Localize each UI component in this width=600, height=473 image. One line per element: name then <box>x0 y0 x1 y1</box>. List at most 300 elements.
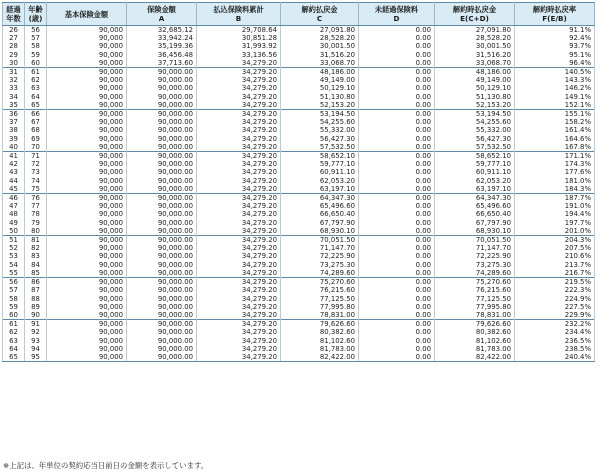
cell-elapsed-years: 56 <box>3 278 25 287</box>
cell-insured-amount-a: 90,000.00 <box>127 210 197 218</box>
table-row <box>3 244 595 252</box>
cell-insured-amount-a: 36,456.48 <box>127 51 197 59</box>
cell-basic-insured-amount: 90,000 <box>47 295 127 303</box>
header-surrender-refund-c-line: 解約払戻金 <box>301 5 338 14</box>
cell-age: 95 <box>25 353 47 362</box>
cell-age: 74 <box>25 177 47 185</box>
table-row <box>3 286 595 294</box>
cell-age: 85 <box>25 269 47 278</box>
cell-basic-insured-amount: 90,000 <box>47 118 127 126</box>
table-row <box>3 303 595 311</box>
cell-refund-at-cancellation-e: 28,528.20 <box>435 34 515 42</box>
table-row <box>3 135 595 143</box>
cell-basic-insured-amount: 90,000 <box>47 227 127 236</box>
cell-unexpired-premium-d: 0.00 <box>359 194 435 203</box>
cell-insured-amount-a: 90,000.00 <box>127 84 197 92</box>
cell-refund-at-cancellation-e: 58,652.10 <box>435 152 515 161</box>
cell-surrender-refund-c: 70,051.50 <box>281 236 359 245</box>
cell-insured-amount-a: 90,000.00 <box>127 328 197 336</box>
cell-age: 65 <box>25 101 47 110</box>
cell-refund-rate-f: 93.7% <box>515 42 595 50</box>
cell-basic-insured-amount: 90,000 <box>47 59 127 68</box>
header-unexpired-premium-d <box>359 3 435 26</box>
cell-age: 64 <box>25 93 47 101</box>
cell-insured-amount-a: 90,000.00 <box>127 194 197 203</box>
cell-insured-amount-a: 90,000.00 <box>127 68 197 77</box>
table-row <box>3 227 595 236</box>
cell-surrender-refund-c: 28,528.20 <box>281 34 359 42</box>
cell-unexpired-premium-d: 0.00 <box>359 210 435 218</box>
table-row <box>3 328 595 336</box>
cell-refund-at-cancellation-e: 52,153.20 <box>435 101 515 110</box>
footnote: ※上記は、年単位の契約応当日前日の金額を表示しています。 <box>3 461 209 470</box>
cell-unexpired-premium-d: 0.00 <box>359 152 435 161</box>
cell-refund-rate-f: 222.3% <box>515 286 595 294</box>
cell-premiums-paid-total-b: 34,279.20 <box>197 252 281 260</box>
table-row <box>3 168 595 176</box>
header-refund-rate-f-line: 解約時払戻率 <box>532 5 577 14</box>
cell-surrender-refund-c: 33,068.70 <box>281 59 359 68</box>
cell-premiums-paid-total-b: 34,279.20 <box>197 295 281 303</box>
cell-elapsed-years: 59 <box>3 303 25 311</box>
cell-refund-rate-f: 152.1% <box>515 101 595 110</box>
cell-refund-at-cancellation-e: 76,215.60 <box>435 286 515 294</box>
cell-refund-rate-f: 207.5% <box>515 244 595 252</box>
cell-basic-insured-amount: 90,000 <box>47 185 127 194</box>
cell-elapsed-years: 49 <box>3 219 25 227</box>
cell-surrender-refund-c: 63,197.10 <box>281 185 359 194</box>
cell-basic-insured-amount: 90,000 <box>47 42 127 50</box>
cell-age: 90 <box>25 311 47 320</box>
cell-refund-rate-f: 174.3% <box>515 160 595 168</box>
cell-elapsed-years: 64 <box>3 345 25 353</box>
cell-age: 71 <box>25 152 47 161</box>
cell-insured-amount-a: 90,000.00 <box>127 143 197 152</box>
header-refund-rate-f-line: F(E/B) <box>542 14 567 23</box>
cell-basic-insured-amount: 90,000 <box>47 269 127 278</box>
cell-refund-at-cancellation-e: 51,130.80 <box>435 93 515 101</box>
cell-refund-at-cancellation-e: 75,270.60 <box>435 278 515 287</box>
cell-elapsed-years: 37 <box>3 118 25 126</box>
cell-surrender-refund-c: 74,289.60 <box>281 269 359 278</box>
table-row <box>3 337 595 345</box>
cell-insured-amount-a: 90,000.00 <box>127 135 197 143</box>
cell-insured-amount-a: 90,000.00 <box>127 93 197 101</box>
cell-insured-amount-a: 90,000.00 <box>127 295 197 303</box>
cell-refund-at-cancellation-e: 33,068.70 <box>435 59 515 68</box>
cell-elapsed-years: 45 <box>3 185 25 194</box>
cell-basic-insured-amount: 90,000 <box>47 101 127 110</box>
cell-premiums-paid-total-b: 31,993.92 <box>197 42 281 50</box>
cell-insured-amount-a: 37,713.60 <box>127 59 197 68</box>
cell-basic-insured-amount: 90,000 <box>47 320 127 329</box>
cell-unexpired-premium-d: 0.00 <box>359 59 435 68</box>
header-insured-amount-a <box>127 3 197 26</box>
cell-refund-at-cancellation-e: 31,516.20 <box>435 51 515 59</box>
cell-unexpired-premium-d: 0.00 <box>359 278 435 287</box>
cell-surrender-refund-c: 73,275.30 <box>281 261 359 269</box>
cell-basic-insured-amount: 90,000 <box>47 252 127 260</box>
cell-unexpired-premium-d: 0.00 <box>359 143 435 152</box>
cell-age: 81 <box>25 236 47 245</box>
cell-elapsed-years: 65 <box>3 353 25 362</box>
cell-refund-rate-f: 92.4% <box>515 34 595 42</box>
cell-surrender-refund-c: 77,125.50 <box>281 295 359 303</box>
cell-basic-insured-amount: 90,000 <box>47 110 127 119</box>
cell-premiums-paid-total-b: 34,279.20 <box>197 353 281 362</box>
cell-insured-amount-a: 90,000.00 <box>127 152 197 161</box>
cell-elapsed-years: 26 <box>3 26 25 35</box>
cell-insured-amount-a: 90,000.00 <box>127 286 197 294</box>
cell-premiums-paid-total-b: 34,279.20 <box>197 152 281 161</box>
cell-refund-at-cancellation-e: 65,496.60 <box>435 202 515 210</box>
cell-refund-rate-f: 155.1% <box>515 110 595 119</box>
cell-refund-rate-f: 204.3% <box>515 236 595 245</box>
cell-basic-insured-amount: 90,000 <box>47 236 127 245</box>
cell-age: 60 <box>25 59 47 68</box>
cell-elapsed-years: 63 <box>3 337 25 345</box>
cell-refund-rate-f: 171.1% <box>515 152 595 161</box>
cell-basic-insured-amount: 90,000 <box>47 51 127 59</box>
cell-basic-insured-amount: 90,000 <box>47 244 127 252</box>
cell-refund-rate-f: 167.8% <box>515 143 595 152</box>
cell-refund-rate-f: 197.7% <box>515 219 595 227</box>
cell-surrender-refund-c: 80,382.60 <box>281 328 359 336</box>
table-row <box>3 93 595 101</box>
cell-elapsed-years: 29 <box>3 51 25 59</box>
cell-age: 86 <box>25 278 47 287</box>
cell-refund-rate-f: 164.6% <box>515 135 595 143</box>
table-row <box>3 236 595 245</box>
cell-surrender-refund-c: 75,270.60 <box>281 278 359 287</box>
cell-basic-insured-amount: 90,000 <box>47 328 127 336</box>
cell-surrender-refund-c: 31,516.20 <box>281 51 359 59</box>
table-row <box>3 84 595 92</box>
cell-unexpired-premium-d: 0.00 <box>359 286 435 294</box>
cell-premiums-paid-total-b: 34,279.20 <box>197 286 281 294</box>
cell-unexpired-premium-d: 0.00 <box>359 219 435 227</box>
cell-elapsed-years: 40 <box>3 143 25 152</box>
cell-unexpired-premium-d: 0.00 <box>359 345 435 353</box>
cell-elapsed-years: 44 <box>3 177 25 185</box>
cell-age: 79 <box>25 219 47 227</box>
header-age-line: 年齢 <box>28 5 43 14</box>
cell-basic-insured-amount: 90,000 <box>47 26 127 35</box>
cell-refund-at-cancellation-e: 71,147.70 <box>435 244 515 252</box>
cell-elapsed-years: 46 <box>3 194 25 203</box>
cell-refund-rate-f: 224.9% <box>515 295 595 303</box>
header-refund-at-cancellation-e-line: E(C+D) <box>460 14 489 23</box>
table-row <box>3 59 595 68</box>
cell-insured-amount-a: 90,000.00 <box>127 126 197 134</box>
cell-basic-insured-amount: 90,000 <box>47 34 127 42</box>
cell-refund-rate-f: 191.0% <box>515 202 595 210</box>
cell-unexpired-premium-d: 0.00 <box>359 202 435 210</box>
table-row <box>3 68 595 77</box>
table-row <box>3 278 595 287</box>
cell-refund-rate-f: 177.6% <box>515 168 595 176</box>
cell-age: 57 <box>25 34 47 42</box>
cell-elapsed-years: 34 <box>3 93 25 101</box>
cell-basic-insured-amount: 90,000 <box>47 68 127 77</box>
cell-premiums-paid-total-b: 34,279.20 <box>197 177 281 185</box>
cell-surrender-refund-c: 76,215.60 <box>281 286 359 294</box>
table-row <box>3 143 595 152</box>
cell-refund-rate-f: 140.5% <box>515 68 595 77</box>
table-row <box>3 219 595 227</box>
cell-age: 83 <box>25 252 47 260</box>
cell-refund-rate-f: 229.9% <box>515 311 595 320</box>
cell-premiums-paid-total-b: 34,279.20 <box>197 84 281 92</box>
cell-elapsed-years: 58 <box>3 295 25 303</box>
header-age-line: (歳) <box>28 14 43 23</box>
cell-elapsed-years: 28 <box>3 42 25 50</box>
cell-unexpired-premium-d: 0.00 <box>359 42 435 50</box>
cell-elapsed-years: 32 <box>3 76 25 84</box>
cell-refund-rate-f: 216.7% <box>515 269 595 278</box>
cell-unexpired-premium-d: 0.00 <box>359 337 435 345</box>
cell-refund-at-cancellation-e: 49,149.00 <box>435 76 515 84</box>
cell-basic-insured-amount: 90,000 <box>47 278 127 287</box>
cell-refund-at-cancellation-e: 27,091.80 <box>435 26 515 35</box>
cell-unexpired-premium-d: 0.00 <box>359 160 435 168</box>
cell-insured-amount-a: 90,000.00 <box>127 261 197 269</box>
cell-surrender-refund-c: 49,149.00 <box>281 76 359 84</box>
header-elapsed-years-line: 経過 <box>6 5 21 14</box>
cell-elapsed-years: 50 <box>3 227 25 236</box>
cell-refund-at-cancellation-e: 56,427.30 <box>435 135 515 143</box>
cell-elapsed-years: 54 <box>3 261 25 269</box>
cell-age: 63 <box>25 84 47 92</box>
cell-age: 72 <box>25 160 47 168</box>
cell-unexpired-premium-d: 0.00 <box>359 244 435 252</box>
cell-elapsed-years: 41 <box>3 152 25 161</box>
table-row <box>3 177 595 185</box>
cell-surrender-refund-c: 81,783.00 <box>281 345 359 353</box>
cell-refund-at-cancellation-e: 53,194.50 <box>435 110 515 119</box>
cell-surrender-refund-c: 60,911.10 <box>281 168 359 176</box>
cell-insured-amount-a: 90,000.00 <box>127 269 197 278</box>
cell-basic-insured-amount: 90,000 <box>47 76 127 84</box>
cell-insured-amount-a: 90,000.00 <box>127 177 197 185</box>
cell-surrender-refund-c: 68,930.10 <box>281 227 359 236</box>
table-row <box>3 194 595 203</box>
table-row <box>3 42 595 50</box>
cell-refund-at-cancellation-e: 77,995.80 <box>435 303 515 311</box>
cell-insured-amount-a: 35,199.36 <box>127 42 197 50</box>
cell-premiums-paid-total-b: 34,279.20 <box>197 118 281 126</box>
cell-insured-amount-a: 90,000.00 <box>127 320 197 329</box>
header-insured-amount-a-line: A <box>158 14 165 23</box>
cell-surrender-refund-c: 54,255.60 <box>281 118 359 126</box>
cell-age: 89 <box>25 303 47 311</box>
cell-surrender-refund-c: 55,332.00 <box>281 126 359 134</box>
cell-elapsed-years: 38 <box>3 126 25 134</box>
cell-surrender-refund-c: 30,001.50 <box>281 42 359 50</box>
cell-surrender-refund-c: 57,532.50 <box>281 143 359 152</box>
cell-insured-amount-a: 90,000.00 <box>127 168 197 176</box>
cell-refund-rate-f: 95.1% <box>515 51 595 59</box>
cell-premiums-paid-total-b: 34,279.20 <box>197 303 281 311</box>
cell-refund-rate-f: 143.3% <box>515 76 595 84</box>
cell-refund-rate-f: 213.7% <box>515 261 595 269</box>
cell-premiums-paid-total-b: 33,136.56 <box>197 51 281 59</box>
cell-insured-amount-a: 90,000.00 <box>127 160 197 168</box>
cell-age: 84 <box>25 261 47 269</box>
table-row <box>3 261 595 269</box>
table-row <box>3 51 595 59</box>
cell-basic-insured-amount: 90,000 <box>47 210 127 218</box>
cell-insured-amount-a: 90,000.00 <box>127 252 197 260</box>
cell-unexpired-premium-d: 0.00 <box>359 295 435 303</box>
cell-elapsed-years: 52 <box>3 244 25 252</box>
cell-elapsed-years: 33 <box>3 84 25 92</box>
cell-refund-rate-f: 91.1% <box>515 26 595 35</box>
table-row <box>3 202 595 210</box>
cell-unexpired-premium-d: 0.00 <box>359 227 435 236</box>
cell-refund-at-cancellation-e: 62,053.20 <box>435 177 515 185</box>
cell-surrender-refund-c: 62,053.20 <box>281 177 359 185</box>
cell-age: 87 <box>25 286 47 294</box>
cell-premiums-paid-total-b: 34,279.20 <box>197 59 281 68</box>
cell-basic-insured-amount: 90,000 <box>47 261 127 269</box>
cell-surrender-refund-c: 82,422.00 <box>281 353 359 362</box>
cell-elapsed-years: 39 <box>3 135 25 143</box>
cell-premiums-paid-total-b: 34,279.20 <box>197 328 281 336</box>
cell-premiums-paid-total-b: 34,279.20 <box>197 68 281 77</box>
header-premiums-paid-total-b-line: 払込保険料累計 <box>213 5 264 14</box>
header-surrender-refund-c-line: C <box>316 14 323 23</box>
table-row <box>3 345 595 353</box>
cell-age: 76 <box>25 194 47 203</box>
cell-refund-at-cancellation-e: 50,129.10 <box>435 84 515 92</box>
table-row <box>3 210 595 218</box>
cell-insured-amount-a: 90,000.00 <box>127 76 197 84</box>
cell-surrender-refund-c: 64,347.30 <box>281 194 359 203</box>
header-basic-insured-amount <box>47 3 127 26</box>
cell-insured-amount-a: 90,000.00 <box>127 345 197 353</box>
cell-elapsed-years: 43 <box>3 168 25 176</box>
header-unexpired-premium-d-line: D <box>393 14 400 23</box>
cell-age: 80 <box>25 227 47 236</box>
cell-surrender-refund-c: 53,194.50 <box>281 110 359 119</box>
cell-premiums-paid-total-b: 34,279.20 <box>197 185 281 194</box>
cell-age: 75 <box>25 185 47 194</box>
cell-unexpired-premium-d: 0.00 <box>359 76 435 84</box>
header-elapsed-years <box>3 3 25 26</box>
cell-surrender-refund-c: 77,995.80 <box>281 303 359 311</box>
cell-unexpired-premium-d: 0.00 <box>359 185 435 194</box>
cell-refund-at-cancellation-e: 64,347.30 <box>435 194 515 203</box>
cell-premiums-paid-total-b: 34,279.20 <box>197 345 281 353</box>
cell-elapsed-years: 57 <box>3 286 25 294</box>
cell-refund-rate-f: 201.0% <box>515 227 595 236</box>
cell-unexpired-premium-d: 0.00 <box>359 51 435 59</box>
cell-refund-rate-f: 236.5% <box>515 337 595 345</box>
table-row <box>3 118 595 126</box>
cell-refund-at-cancellation-e: 81,102.60 <box>435 337 515 345</box>
cell-premiums-paid-total-b: 34,279.20 <box>197 244 281 252</box>
header-premiums-paid-total-b-line: B <box>235 14 242 23</box>
cell-insured-amount-a: 90,000.00 <box>127 110 197 119</box>
cell-age: 56 <box>25 26 47 35</box>
cell-insured-amount-a: 90,000.00 <box>127 311 197 320</box>
cell-premiums-paid-total-b: 34,279.20 <box>197 202 281 210</box>
cell-refund-at-cancellation-e: 68,930.10 <box>435 227 515 236</box>
cell-refund-at-cancellation-e: 30,001.50 <box>435 42 515 50</box>
cell-premiums-paid-total-b: 34,279.20 <box>197 160 281 168</box>
table-row <box>3 110 595 119</box>
cell-refund-rate-f: 232.2% <box>515 320 595 329</box>
header-refund-rate-f <box>515 3 595 26</box>
cell-age: 69 <box>25 135 47 143</box>
cell-age: 82 <box>25 244 47 252</box>
header-surrender-refund-c <box>281 3 359 26</box>
header-refund-at-cancellation-e-line: 解約時払戻金 <box>452 5 497 14</box>
cell-refund-at-cancellation-e: 80,382.60 <box>435 328 515 336</box>
cell-age: 61 <box>25 68 47 77</box>
cell-refund-rate-f: 238.5% <box>515 345 595 353</box>
cell-unexpired-premium-d: 0.00 <box>359 303 435 311</box>
cell-refund-at-cancellation-e: 59,777.10 <box>435 160 515 168</box>
cell-refund-rate-f: 149.1% <box>515 93 595 101</box>
table-row <box>3 152 595 161</box>
cell-insured-amount-a: 32,685.12 <box>127 26 197 35</box>
cell-age: 78 <box>25 210 47 218</box>
cell-premiums-paid-total-b: 34,279.20 <box>197 143 281 152</box>
header-insured-amount-a-line: 保険金額 <box>147 5 176 14</box>
cell-elapsed-years: 27 <box>3 34 25 42</box>
cell-basic-insured-amount: 90,000 <box>47 202 127 210</box>
cell-refund-at-cancellation-e: 60,911.10 <box>435 168 515 176</box>
table-header-row <box>3 3 595 26</box>
cell-elapsed-years: 42 <box>3 160 25 168</box>
surrender-value-table <box>2 2 595 362</box>
cell-insured-amount-a: 90,000.00 <box>127 353 197 362</box>
cell-basic-insured-amount: 90,000 <box>47 345 127 353</box>
cell-insured-amount-a: 90,000.00 <box>127 101 197 110</box>
cell-premiums-paid-total-b: 34,279.20 <box>197 101 281 110</box>
cell-surrender-refund-c: 81,102.60 <box>281 337 359 345</box>
cell-unexpired-premium-d: 0.00 <box>359 328 435 336</box>
cell-insured-amount-a: 90,000.00 <box>127 202 197 210</box>
cell-surrender-refund-c: 65,496.60 <box>281 202 359 210</box>
cell-basic-insured-amount: 90,000 <box>47 177 127 185</box>
cell-unexpired-premium-d: 0.00 <box>359 110 435 119</box>
cell-basic-insured-amount: 90,000 <box>47 311 127 320</box>
cell-basic-insured-amount: 90,000 <box>47 160 127 168</box>
cell-surrender-refund-c: 71,147.70 <box>281 244 359 252</box>
cell-refund-rate-f: 161.4% <box>515 126 595 134</box>
cell-elapsed-years: 30 <box>3 59 25 68</box>
cell-refund-at-cancellation-e: 54,255.60 <box>435 118 515 126</box>
cell-elapsed-years: 31 <box>3 68 25 77</box>
cell-refund-rate-f: 158.2% <box>515 118 595 126</box>
table-row <box>3 160 595 168</box>
cell-surrender-refund-c: 27,091.80 <box>281 26 359 35</box>
cell-age: 91 <box>25 320 47 329</box>
cell-age: 67 <box>25 118 47 126</box>
cell-unexpired-premium-d: 0.00 <box>359 236 435 245</box>
cell-premiums-paid-total-b: 34,279.20 <box>197 269 281 278</box>
cell-surrender-refund-c: 79,626.60 <box>281 320 359 329</box>
cell-age: 58 <box>25 42 47 50</box>
cell-elapsed-years: 60 <box>3 311 25 320</box>
cell-refund-rate-f: 194.4% <box>515 210 595 218</box>
cell-refund-rate-f: 96.4% <box>515 59 595 68</box>
cell-insured-amount-a: 90,000.00 <box>127 185 197 194</box>
cell-insured-amount-a: 90,000.00 <box>127 337 197 345</box>
